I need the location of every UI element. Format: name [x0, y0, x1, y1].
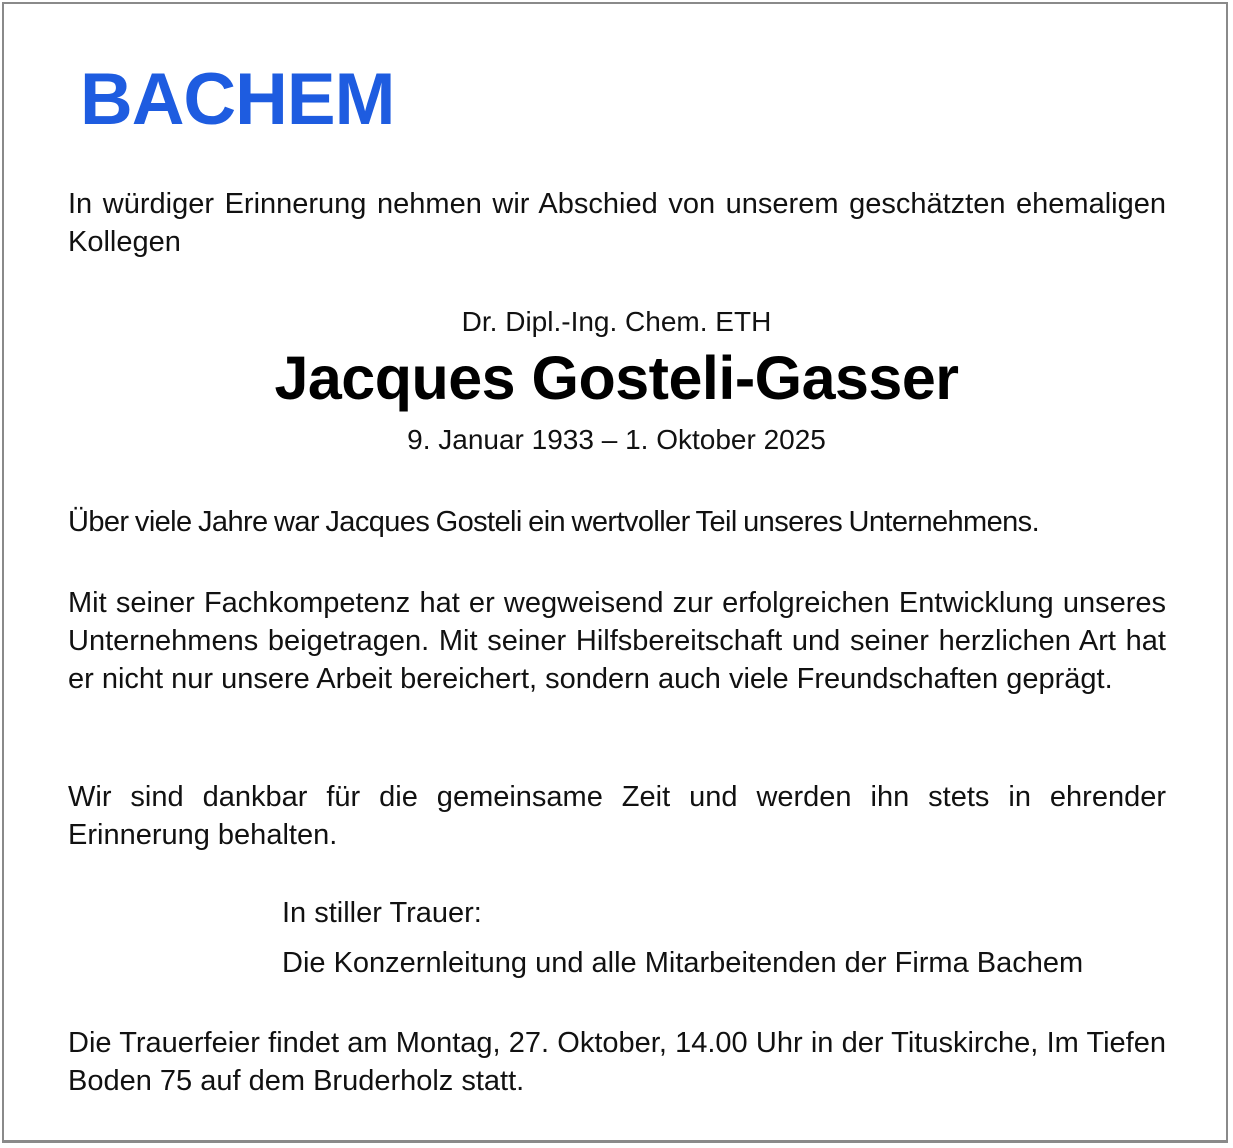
life-dates: 9. Januar 1933 – 1. Oktober 2025 [407, 424, 826, 455]
bachem-logo: BACHEM [80, 59, 395, 140]
signatory-line: Die Konzernleitung und alle Mitarbeitenden der Firma Bachem [282, 947, 1084, 979]
mourning-line: In stiller Trauer: [282, 897, 482, 929]
paragraph-tenure: Über viele Jahre war Jacques Gosteli ein wertvoller Teil unseres Unternehmens. [68, 506, 1040, 538]
deceased-name: Jacques Gosteli-Gasser [274, 344, 959, 412]
intro-text: In würdiger Erinnerung nehmen wir Abschied von unserem geschätzten ehemaligen Kollegen [68, 188, 1166, 258]
ceremony-info: Die Trauerfeier findet am Montag, 27. Oktober, 14.00 Uhr in der Tituskirche, Im Tiefen Boden 75 auf dem Bruderholz statt. [68, 1027, 1166, 1097]
paragraph-contribution: Mit seiner Fachkompetenz hat er wegweisend zur erfolgreichen Entwicklung unseres Unternehmens beigetragen. Mit seiner Hilfsbereitschaft und seiner herzlichen Art hat er nicht nur unsere Arbeit bereichert, sondern auch viele Freundschaften geprägt. [68, 587, 1166, 695]
academic-title: Dr. Dipl.-Ing. Chem. ETH [461, 306, 772, 337]
paragraph-gratitude: Wir sind dankbar für die gemeinsame Zeit und werden ihn stets in ehrender Erinnerung behalten. [68, 781, 1166, 851]
